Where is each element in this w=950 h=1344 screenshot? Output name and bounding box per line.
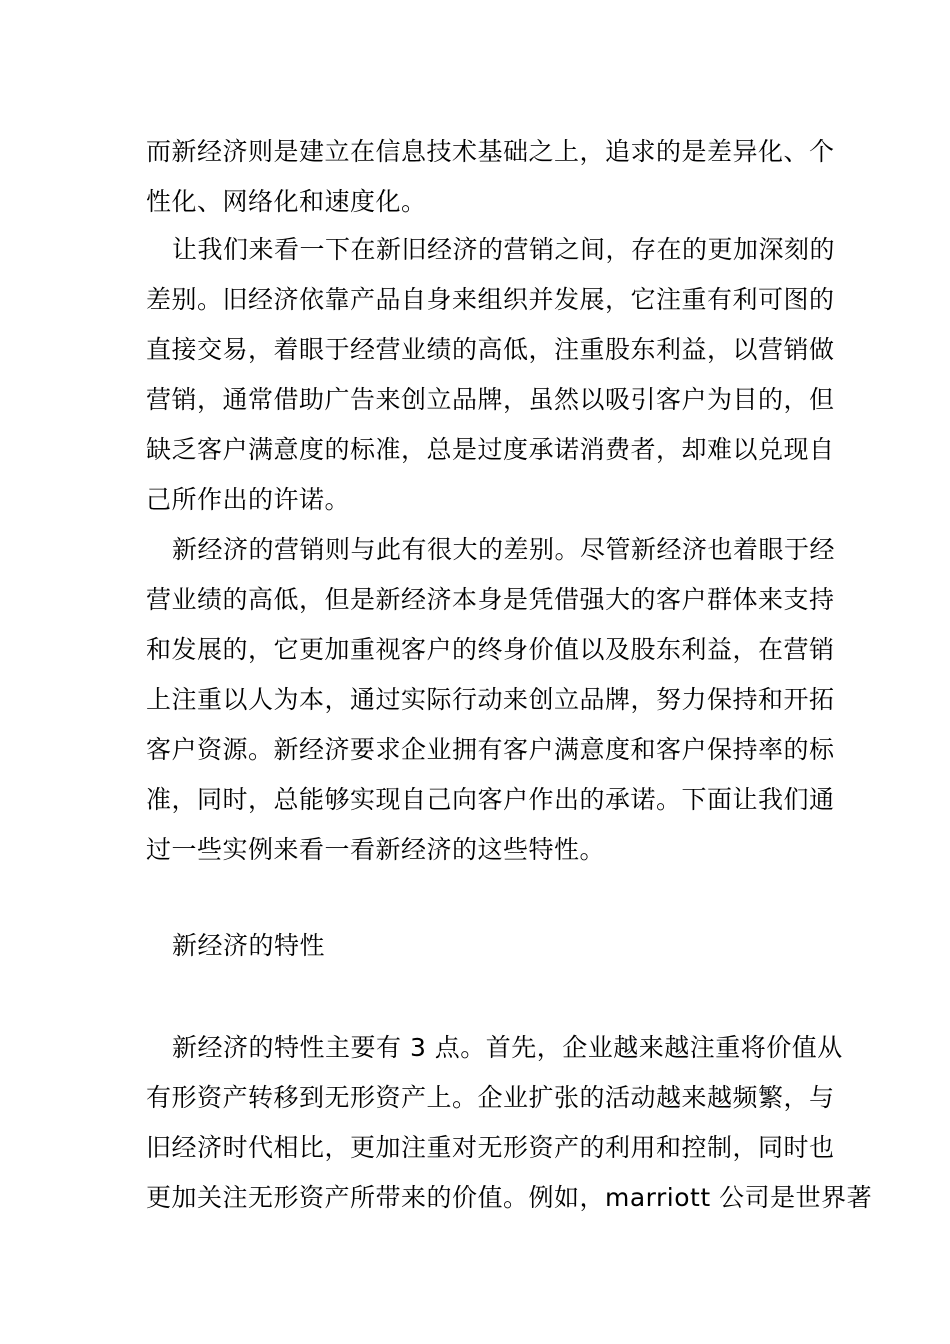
- paragraph-4-line-4: 更加关注无形资产所带来的价值。例如，marriott 公司是世界著: [146, 1183, 873, 1212]
- paragraph-2-line-3: 直接交易，着眼于经营业绩的高低，注重股东利益，以营销做: [146, 335, 835, 364]
- paragraph-3-line-4: 上注重以人为本，通过实际行动来创立品牌，努力保持和开拓: [146, 685, 835, 714]
- paragraph-4-line-2: 有形资产转移到无形资产上。企业扩张的活动越来越频繁，与: [146, 1083, 835, 1112]
- section-heading: 新经济的特性: [172, 931, 326, 960]
- paragraph-4-line-1: 新经济的特性主要有 3 点。首先，企业越来越注重将价值从: [172, 1033, 843, 1062]
- paragraph-3-line-5: 客户资源。新经济要求企业拥有客户满意度和客户保持率的标: [146, 735, 835, 764]
- paragraph-3-line-2: 营业绩的高低，但是新经济本身是凭借强大的客户群体来支持: [146, 585, 835, 614]
- paragraph-3-line-6: 准，同时，总能够实现自己向客户作出的承诺。下面让我们通: [146, 785, 835, 814]
- paragraph-1-line-1: 而新经济则是建立在信息技术基础之上，追求的是差异化、个: [146, 137, 835, 166]
- paragraph-3-line-1: 新经济的营销则与此有很大的差别。尽管新经济也着眼于经: [172, 535, 836, 564]
- paragraph-2-line-5: 缺乏客户满意度的标准，总是过度承诺消费者，却难以兑现自: [146, 435, 835, 464]
- paragraph-2-line-1: 让我们来看一下在新旧经济的营销之间，存在的更加深刻的: [172, 235, 836, 264]
- paragraph-2-line-2: 差别。旧经济依靠产品自身来组织并发展，它注重有利可图的: [146, 285, 835, 314]
- paragraph-2-line-4: 营销，通常借助广告来创立品牌，虽然以吸引客户为目的，但: [146, 385, 835, 414]
- paragraph-2-line-6: 己所作出的许诺。: [146, 485, 351, 514]
- paragraph-1-line-2: 性化、网络化和速度化。: [146, 187, 427, 216]
- paragraph-4-line-3: 旧经济时代相比，更加注重对无形资产的利用和控制，同时也: [146, 1133, 835, 1162]
- paragraph-3-line-3: 和发展的，它更加重视客户的终身价值以及股东利益，在营销: [146, 635, 835, 664]
- paragraph-3-line-7: 过一些实例来看一看新经济的这些特性。: [146, 835, 606, 864]
